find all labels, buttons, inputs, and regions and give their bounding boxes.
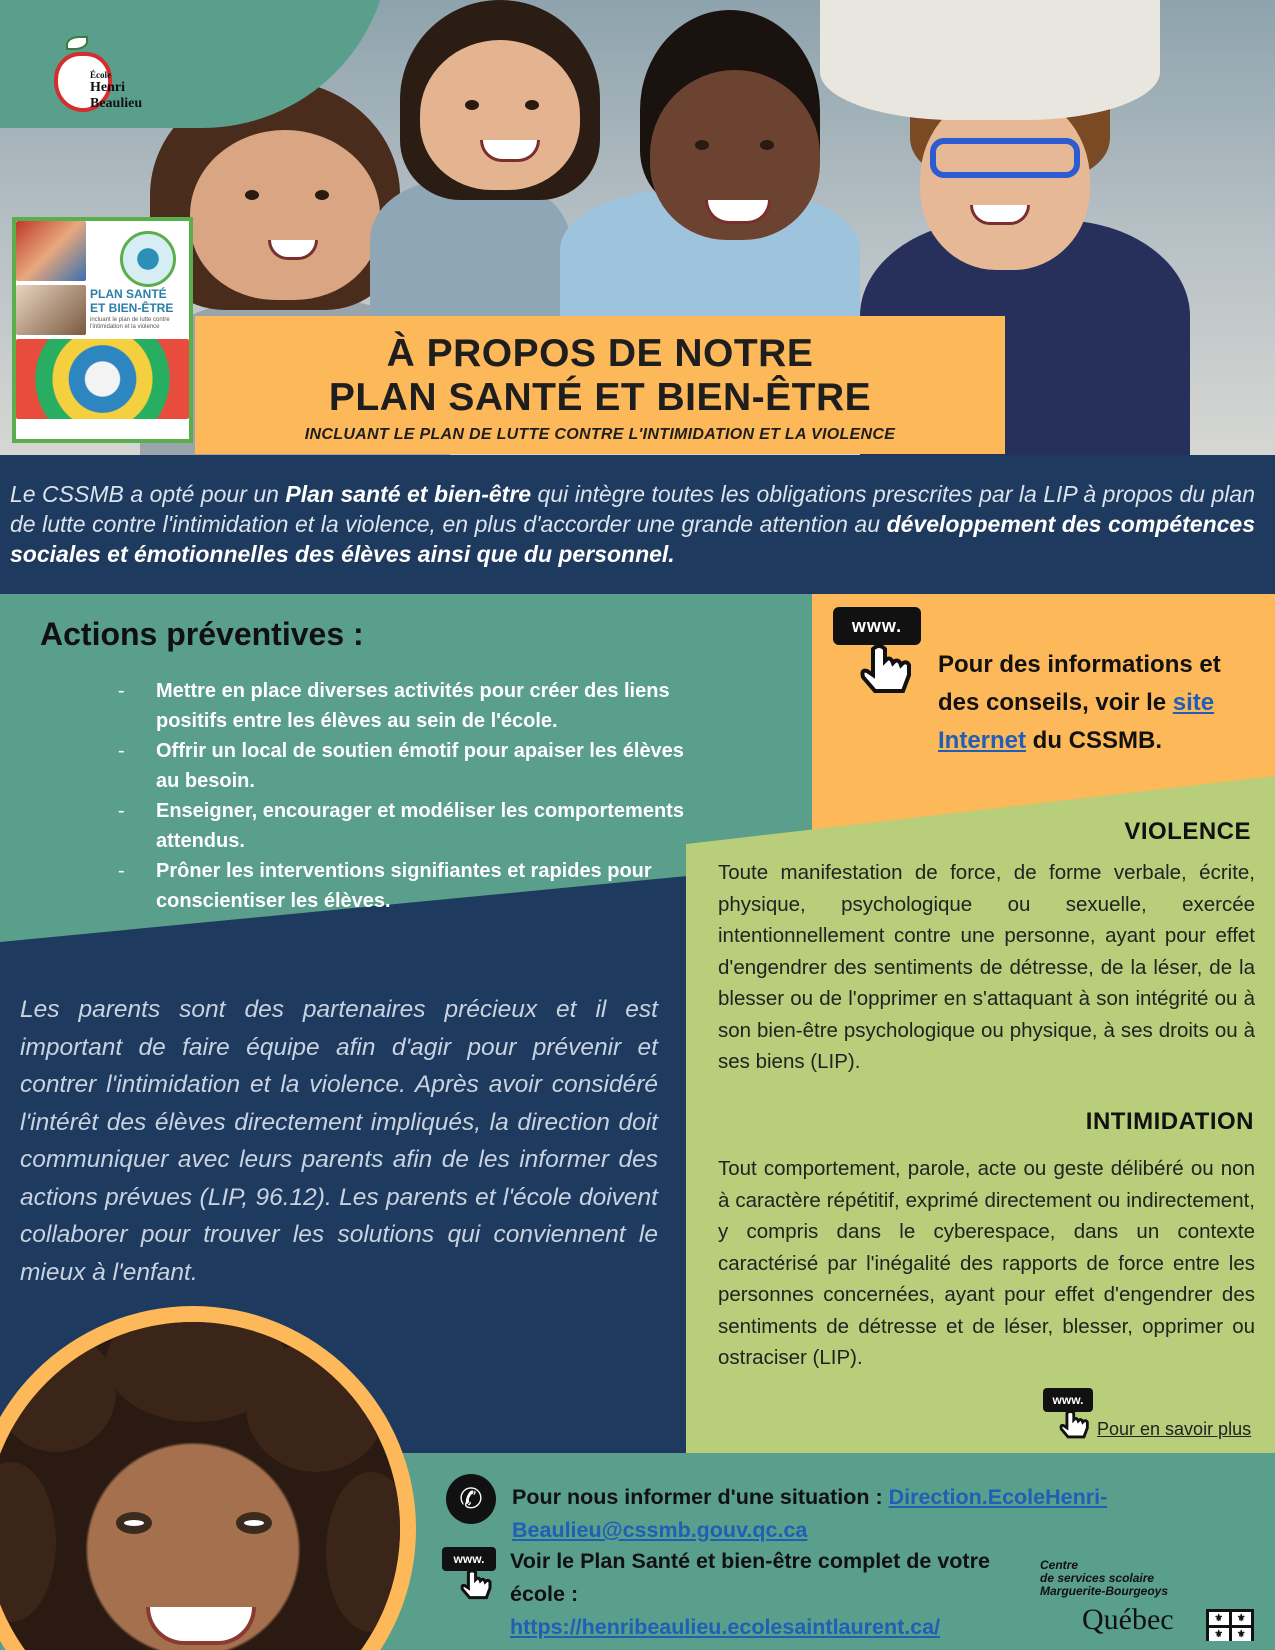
www-pointer-icon xyxy=(833,607,923,697)
glasses xyxy=(930,138,1080,178)
child-eye xyxy=(315,190,329,200)
child-eye xyxy=(465,100,479,110)
cover-subtitle: incluant le plan de lutte contre l'intimidation et la violence xyxy=(90,317,170,330)
plan-label: Voir le Plan Santé et bien-être complet de votre école : xyxy=(510,1549,990,1606)
intro-section xyxy=(0,455,1275,594)
child-eye xyxy=(245,190,259,200)
hand-pointer-icon xyxy=(859,645,919,695)
hand-pointer-icon xyxy=(1059,1410,1093,1440)
contact-email-link[interactable]: Direction.EcoleHenri-Beaulieu@cssmb.gouv.qc.ca xyxy=(512,1485,1108,1542)
info-text xyxy=(938,646,1258,760)
cover-photo xyxy=(16,339,189,419)
intro-text xyxy=(10,479,1255,569)
child-eye xyxy=(760,140,774,150)
intro-part2: qui intègre toutes les obligations prescrites par la LIP à propos du plan de lutte contre l'intimidation et la violence, en plus d'accorder une grande attention au xyxy=(10,481,1255,537)
www-pointer-icon xyxy=(442,1547,502,1607)
list-item: - Mettre en place diverses activités pour créer des liens positifs entre les élèves au sein de l'école. xyxy=(118,676,693,736)
child-eye xyxy=(525,100,539,110)
info-text-before: Pour des informations et des conseils, voir le xyxy=(938,651,1221,716)
adult-shirt xyxy=(820,0,1160,120)
intimidation-definition: Tout comportement, parole, acte ou geste délibéré ou non à caractère répétitif, exprimé directement ou indirectement, y compris dans le cyberespace, dans un contexte caractérisé par l'inégalité des rapports de force entre les personnes concernées, ayant pour effet d'engendrer des sentiments de détresse et de léser, blesser, opprimer ou ostraciser (LIP). xyxy=(718,1157,1255,1369)
list-item: - Prôner les interventions signifiantes et rapides pour conscientiser les élèves. xyxy=(118,856,693,916)
cover-seal-icon xyxy=(120,231,176,287)
school-logo xyxy=(50,34,142,114)
intro-bold2: développement des compétences sociales et émotionnelles des élèves ainsi que du personnel. xyxy=(10,511,1255,567)
www-label: www. xyxy=(1043,1388,1093,1412)
logo-line3: Beaulieu xyxy=(90,96,143,111)
logo-line1: École xyxy=(90,70,111,80)
cover-title xyxy=(90,287,190,315)
hair-curl xyxy=(0,1462,56,1622)
cssmb-line3: Marguerite-Bourgeoys xyxy=(1040,1584,1169,1598)
page-title-line2: PLAN SANTÉ ET BIEN-ÊTRE xyxy=(328,376,872,419)
learn-more-link[interactable]: Pour en savoir plus xyxy=(1097,1419,1252,1439)
logo-line2: Henri xyxy=(90,80,125,95)
actions-title: Actions préventives : xyxy=(40,616,364,652)
girl-photo xyxy=(0,1322,400,1650)
girl-eye xyxy=(236,1512,272,1534)
www-pointer-icon[interactable] xyxy=(1043,1388,1099,1444)
violence-heading: VIOLENCE xyxy=(1124,818,1251,845)
leaf-icon xyxy=(66,36,88,50)
info-text-after: du CSSMB. xyxy=(1026,727,1163,754)
plan-text xyxy=(510,1545,1030,1644)
violence-definition: Toute manifestation de force, de forme verbale, écrite, physique, psychologique ou sexuelle, exercée intentionnellement contre une personne, ayant pour effet d'engendrer des sentiments de détresse, de la léser, de la blesser ou de l'opprimer en s'attaquant à son intégrité ou à son bien-être psychologique ou physique, à ses droits ou à ses biens (LIP). xyxy=(718,861,1255,1073)
child-eye xyxy=(695,140,709,150)
intimidation-heading: INTIMIDATION xyxy=(1085,1108,1254,1135)
plan-url-link[interactable]: https://henribeaulieu.ecolesaintlaurent.ca/ xyxy=(510,1615,941,1639)
parents-text: Les parents sont des partenaires précieux et il est important de faire équipe afin d'agir pour prévenir et contrer l'intimidation et la violence. Après avoir considéré l'intérêt des élèves directement impliqués, la direction doit communiquer avec leurs parents afin de les informer des actions prévues (LIP, 96.12). Les parents et l'école doivent collaborer pour trouver les solutions qui conviennent le mieux à l'enfant. xyxy=(20,996,658,1286)
contact-text xyxy=(512,1481,1132,1547)
school-logo-text xyxy=(90,70,142,112)
actions-list xyxy=(118,676,693,916)
hair-curl xyxy=(326,1472,400,1632)
www-label: www. xyxy=(442,1547,496,1571)
phone-icon: ✆ xyxy=(446,1474,496,1524)
cssmb-quebec-logo xyxy=(1040,1559,1260,1644)
cover-photo xyxy=(16,221,86,281)
child-face xyxy=(190,130,380,300)
child-shirt xyxy=(370,180,570,330)
cssmb-line2: de services scolaire xyxy=(1040,1571,1155,1585)
quebec-wordmark: Québec xyxy=(1082,1603,1174,1636)
girl-smile xyxy=(146,1607,256,1645)
page-title-line1: À PROPOS DE NOTRE xyxy=(386,332,814,375)
intro-bold1: Plan santé et bien-être xyxy=(285,481,532,507)
contact-label: Pour nous informer d'une situation : xyxy=(512,1485,889,1509)
title-band xyxy=(195,316,1005,454)
cover-title-line1: PLAN SANTÉ xyxy=(90,287,167,301)
header-photo xyxy=(0,0,1275,455)
list-item: - Enseigner, encourager et modéliser les comportements attendus. xyxy=(118,796,693,856)
quebec-flag-icon: ⚜ ⚜ ⚜ ⚜ xyxy=(1206,1609,1254,1641)
page-subtitle: INCLUANT LE PLAN DE LUTTE CONTRE L'INTIMIDATION ET LA VIOLENCE xyxy=(304,426,896,443)
cover-photo xyxy=(16,285,86,335)
list-item: - Offrir un local de soutien émotif pour apaiser les élèves au besoin. xyxy=(118,736,693,796)
hair-curl xyxy=(0,1332,116,1452)
plan-cover-thumbnail xyxy=(12,217,193,443)
cssmb-line1: Centre xyxy=(1040,1558,1079,1572)
girl-eye xyxy=(116,1512,152,1534)
intro-part1: Le CSSMB a opté pour un xyxy=(10,481,286,507)
cssmb-website-link[interactable]: site Internet xyxy=(938,689,1215,754)
hand-pointer-icon xyxy=(460,1569,496,1601)
child-face xyxy=(420,40,580,190)
www-label: www. xyxy=(833,607,921,645)
cover-title-line2: ET BIEN-ÊTRE xyxy=(90,301,174,315)
